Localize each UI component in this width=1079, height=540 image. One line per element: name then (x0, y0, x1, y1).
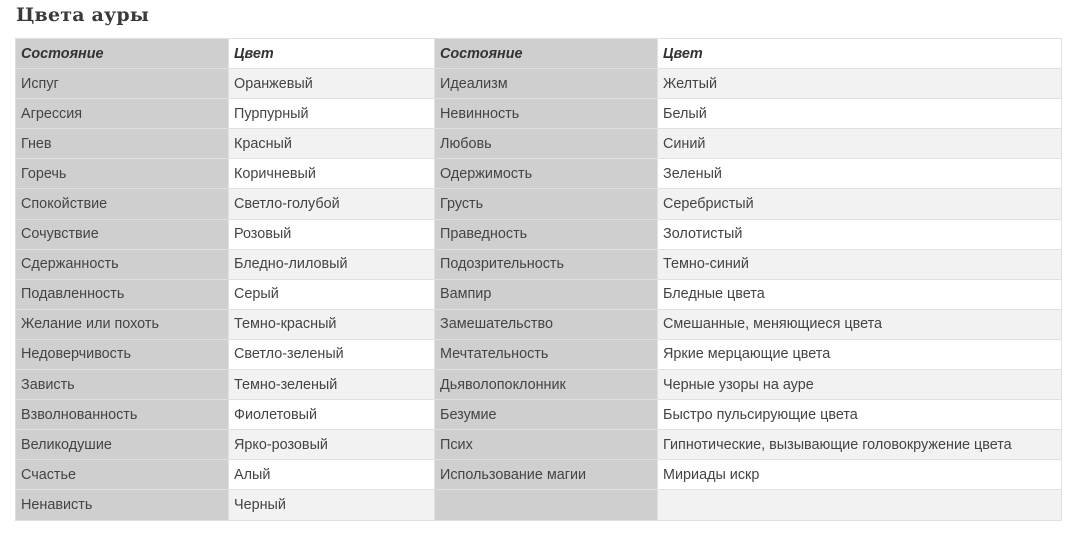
cell-state-1: Испуг (16, 69, 229, 99)
cell-state-1: Гнев (16, 129, 229, 159)
cell-state-2: Псих (435, 430, 658, 460)
cell-state-2: Мечтательность (435, 339, 658, 369)
cell-state-1: Желание или похоть (16, 309, 229, 339)
cell-color-1: Светло-зеленый (229, 339, 435, 369)
cell-state-1: Сочувствие (16, 219, 229, 249)
table-row (16, 430, 1062, 460)
aura-colors-table (15, 38, 1062, 521)
cell-color-2: Золотистый (658, 219, 1062, 249)
table-body (16, 69, 1062, 520)
cell-color-2: Серебристый (658, 189, 1062, 219)
cell-state-1: Подавленность (16, 279, 229, 309)
header-state-2: Состояние (435, 39, 658, 69)
table-row (16, 129, 1062, 159)
cell-color-1: Ярко-розовый (229, 430, 435, 460)
cell-state-1: Недоверчивость (16, 339, 229, 369)
cell-state-2: Одержимость (435, 159, 658, 189)
page-title: Цвета ауры (16, 4, 150, 26)
header-color-2: Цвет (658, 39, 1062, 69)
cell-color-2: Черные узоры на ауре (658, 370, 1062, 400)
header-state-1: Состояние (16, 39, 229, 69)
cell-color-1: Темно-зеленый (229, 370, 435, 400)
cell-state-1: Горечь (16, 159, 229, 189)
cell-state-2: Любовь (435, 129, 658, 159)
cell-color-2: Быстро пульсирующие цвета (658, 400, 1062, 430)
cell-state-1: Великодушие (16, 430, 229, 460)
table-row (16, 490, 1062, 520)
table-row (16, 69, 1062, 99)
cell-color-1: Светло-голубой (229, 189, 435, 219)
table-row (16, 460, 1062, 490)
cell-state-2: Замешательство (435, 309, 658, 339)
cell-color-1: Черный (229, 490, 435, 520)
header-color-1: Цвет (229, 39, 435, 69)
cell-color-2: Синий (658, 129, 1062, 159)
cell-color-1: Красный (229, 129, 435, 159)
cell-color-2: Желтый (658, 69, 1062, 99)
cell-color-2: Яркие мерцающие цвета (658, 339, 1062, 369)
cell-color-2: Гипнотические, вызывающие головокружение цвета (658, 430, 1062, 460)
cell-color-1: Оранжевый (229, 69, 435, 99)
cell-state-1: Счастье (16, 460, 229, 490)
cell-state-1: Сдержанность (16, 249, 229, 279)
cell-color-1: Пурпурный (229, 99, 435, 129)
cell-color-1: Фиолетовый (229, 400, 435, 430)
cell-color-2: Темно-синий (658, 249, 1062, 279)
cell-state-2: Невинность (435, 99, 658, 129)
cell-color-1: Алый (229, 460, 435, 490)
cell-state-2: Праведность (435, 219, 658, 249)
cell-color-2: Белый (658, 99, 1062, 129)
cell-color-2 (658, 490, 1062, 520)
table-row (16, 189, 1062, 219)
cell-color-2: Зеленый (658, 159, 1062, 189)
cell-state-2: Безумие (435, 400, 658, 430)
table-row (16, 400, 1062, 430)
cell-color-1: Темно-красный (229, 309, 435, 339)
cell-state-2: Подозрительность (435, 249, 658, 279)
table-row (16, 309, 1062, 339)
cell-state-1: Ненависть (16, 490, 229, 520)
table-row (16, 219, 1062, 249)
table-header-row (16, 39, 1062, 69)
table-row (16, 339, 1062, 369)
cell-state-1: Агрессия (16, 99, 229, 129)
table-row (16, 370, 1062, 400)
cell-state-2: Грусть (435, 189, 658, 219)
cell-state-2: Дьяволопоклонник (435, 370, 658, 400)
cell-state-2: Вампир (435, 279, 658, 309)
cell-color-2: Смешанные, меняющиеся цвета (658, 309, 1062, 339)
cell-color-1: Коричневый (229, 159, 435, 189)
cell-color-2: Мириады искр (658, 460, 1062, 490)
cell-color-2: Бледные цвета (658, 279, 1062, 309)
cell-state-2: Идеализм (435, 69, 658, 99)
cell-state-2 (435, 490, 658, 520)
table-row (16, 249, 1062, 279)
cell-state-1: Взволнованность (16, 400, 229, 430)
table-row (16, 159, 1062, 189)
table-row (16, 99, 1062, 129)
cell-color-1: Розовый (229, 219, 435, 249)
table-row (16, 279, 1062, 309)
cell-state-1: Спокойствие (16, 189, 229, 219)
cell-color-1: Бледно-лиловый (229, 249, 435, 279)
cell-state-1: Зависть (16, 370, 229, 400)
cell-color-1: Серый (229, 279, 435, 309)
cell-state-2: Использование магии (435, 460, 658, 490)
